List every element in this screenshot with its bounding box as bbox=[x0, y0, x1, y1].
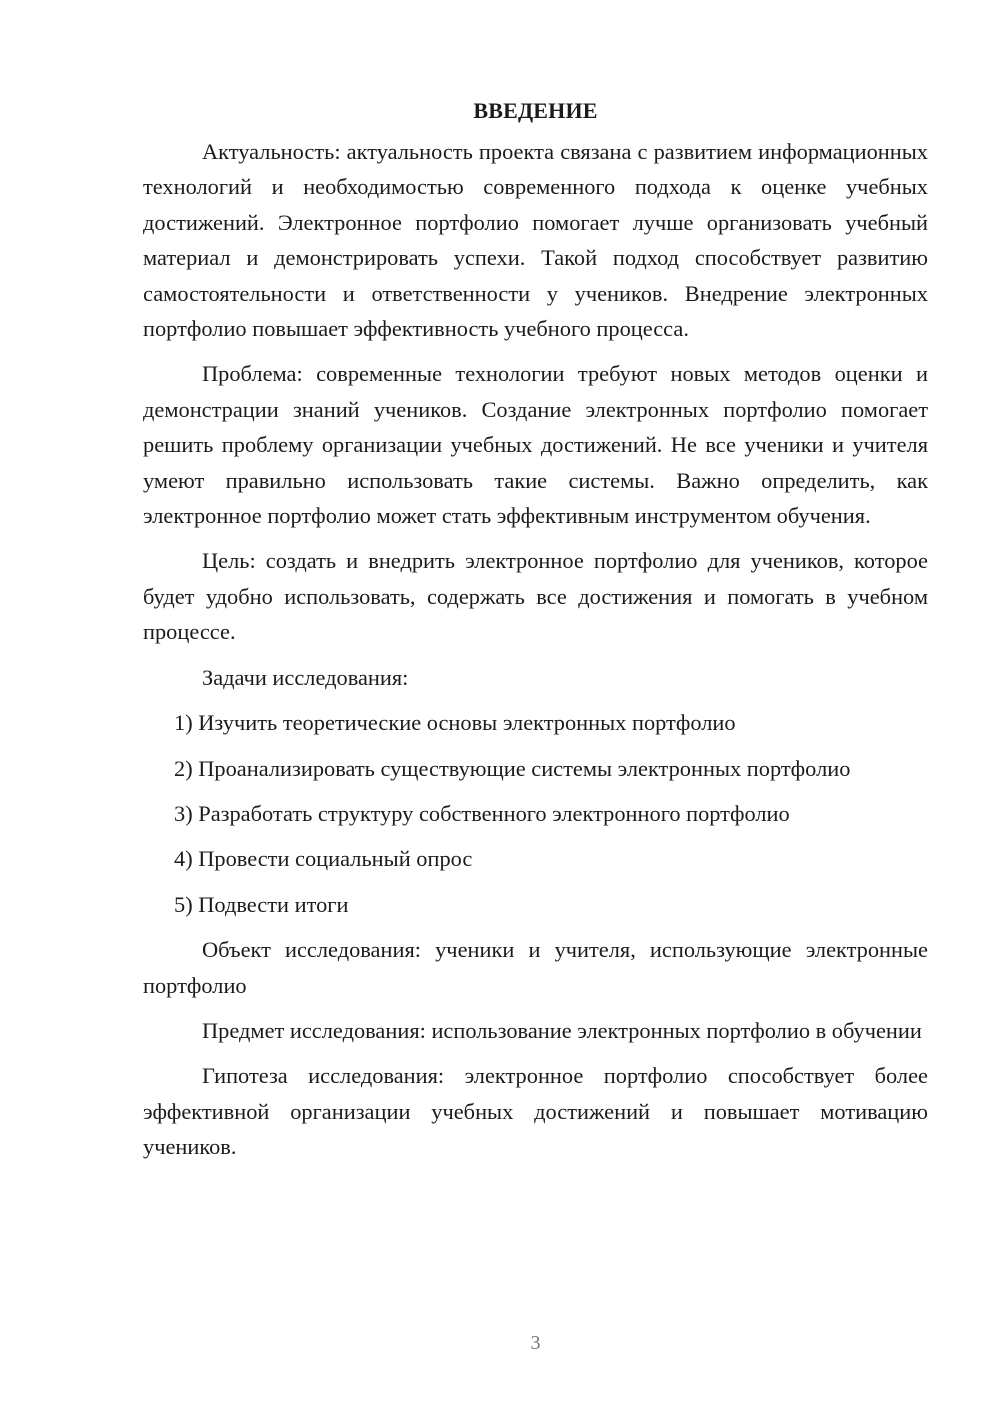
paragraph-goal: Цель: создать и внедрить электронное портфолио для учеников, которое будет удобно использовать, содержать все достижения и помогать в учебном процессе. bbox=[143, 548, 928, 645]
paragraph-hypothesis: Гипотеза исследования: электронное портфолио способствует более эффективной организации учебных достижений и повышает мотивацию учеников. bbox=[143, 1063, 928, 1160]
page-content bbox=[143, 96, 928, 1175]
tasks-title: Задачи исследования: bbox=[202, 664, 409, 690]
task-item: 2) Проанализировать существующие системы электронных портфолио bbox=[174, 755, 851, 781]
task-item: 1) Изучить теоретические основы электронных портфолио bbox=[174, 710, 736, 736]
task-item: 4) Провести социальный опрос bbox=[174, 846, 473, 872]
task-item: 5) Подвести итоги bbox=[174, 891, 349, 917]
section-heading: ВВЕДЕНИЕ bbox=[473, 98, 598, 123]
page-number: 3 bbox=[530, 1332, 541, 1354]
paragraph-relevance: Актуальность: актуальность проекта связана с развитием информационных технологий и необходимостью современного подхода к оценке учебных достижений. Электронное портфолио помогает лучше организовать учебный материал и демонстрировать успехи. Такой подход способствует развитию самостоятельности и ответственности у учеников. Внедрение электронных портфолио повышает эффективность учебного процесса. bbox=[143, 139, 928, 342]
paragraph-object: Объект исследования: ученики и учителя, использующие электронные портфолио bbox=[143, 937, 928, 998]
paragraph-problem: Проблема: современные технологии требуют новых методов оценки и демонстрации знаний учеников. Создание электронных портфолио помогает решить проблему организации учебных достижений. Не все ученики и учителя умеют правильно использовать такие системы. Важно определить, как электронное портфолио может стать эффективным инструментом обучения. bbox=[143, 361, 928, 529]
task-item: 3) Разработать структуру собственного электронного портфолио bbox=[174, 800, 790, 826]
paragraph-subject: Предмет исследования: использование электронных портфолио в обучении bbox=[202, 1017, 922, 1043]
